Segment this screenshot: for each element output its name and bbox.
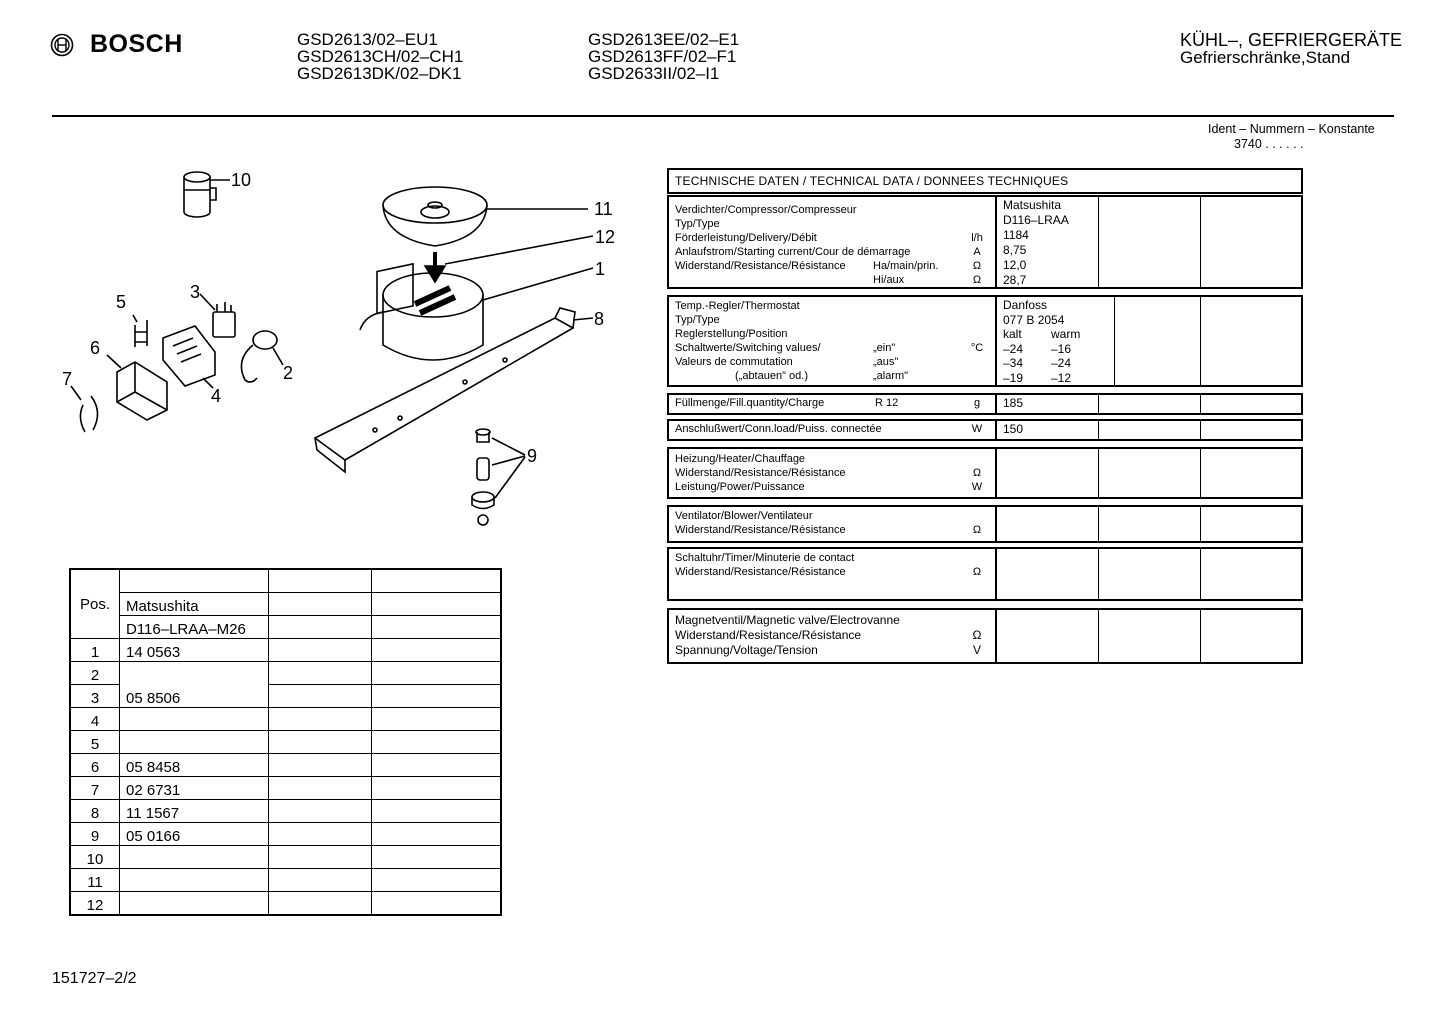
- model-code: GSD2633II/02–I1: [588, 64, 720, 83]
- valve-block: Magnetventil/Magnetic valve/Electrovanne Widerstand/Resistance/Résistance Ω Spannung/Voltage/Tension V: [667, 608, 1303, 664]
- model-code: GSD2613DK/02–DK1: [297, 64, 462, 83]
- category-subtitle: Gefrierschränke,Stand: [1180, 48, 1351, 67]
- callout-2: 2: [283, 363, 294, 383]
- parts-table: [69, 568, 502, 916]
- clip-part: [133, 315, 147, 347]
- model-code: GSD2613EE/02–E1: [588, 30, 740, 49]
- ident-value: 3740 . . . . . .: [1234, 137, 1304, 151]
- relay-cover-part: [163, 326, 215, 388]
- model-list-2: [588, 31, 739, 82]
- table-row: 3: [70, 685, 501, 708]
- model-code: GSD2613CH/02–CH1: [297, 47, 464, 66]
- table-row: 10: [70, 846, 501, 869]
- capacitor-part: [184, 172, 230, 217]
- callout-12: 12: [595, 227, 616, 247]
- overload-part: [241, 331, 283, 382]
- table-row: 11: [70, 869, 501, 892]
- table-row: 2 05 8506: [70, 662, 501, 685]
- table-row: 9 05 0166: [70, 823, 501, 846]
- callout-7: 7: [62, 369, 73, 389]
- compressor-block: Verdichter/Compressor/Compresseur Typ/Type Förderleistung/Delivery/Débit l/h Anlaufstrom/Starting current/Cour de démarrage A Widerstand/Resistance/Résistance Ha/main/prin. Ω Hi/aux Ω Matsushita D116–LRAA 1184 8,75 12,0 28,7: [667, 195, 1303, 289]
- callout-5: 5: [116, 292, 127, 312]
- brand-name: BOSCH: [90, 30, 183, 58]
- bosch-armature-icon: [50, 33, 74, 57]
- charge-block: Füllmenge/Fill.quantity/Charge R 12 g 185: [667, 393, 1303, 415]
- document-number: 151727–2/2: [52, 970, 137, 987]
- relay-part: [200, 294, 235, 337]
- model-cell: D116–LRAA–M26: [120, 616, 269, 639]
- parts-diagram: [55, 160, 635, 540]
- table-row: 7 02 6731: [70, 777, 501, 800]
- header-rule: [52, 115, 1394, 117]
- load-block: Anschlußwert/Conn.load/Puiss. connectée W 150: [667, 419, 1303, 441]
- model-code: GSD2613FF/02–F1: [588, 47, 737, 66]
- terminal-cover-part: [107, 355, 167, 420]
- drip-tray-part: [383, 187, 588, 246]
- callout-6: 6: [90, 338, 101, 358]
- table-row: 6 05 8458: [70, 754, 501, 777]
- model-list-1: [297, 31, 463, 82]
- tech-title: TECHNISCHE DATEN / TECHNICAL DATA / DONNEES TECHNIQUES: [667, 168, 1303, 194]
- table-row: 8 11 1567: [70, 800, 501, 823]
- table-row: 1 14 0563: [70, 639, 501, 662]
- bosch-logo: [50, 30, 183, 59]
- callout-3: 3: [190, 282, 201, 302]
- ident-label: Ident – Nummern – Konstante: [1208, 122, 1375, 136]
- timer-block: Schaltuhr/Timer/Minuterie de contact Widerstand/Resistance/Résistance Ω: [667, 547, 1303, 601]
- compressor-values: Matsushita D116–LRAA 1184 8,75 12,0 28,7: [997, 197, 1099, 287]
- base-rail-part: [315, 308, 593, 472]
- thermostat-values: Danfoss 077 B 2054 kalt warm –24 –16 –34 –24 –19 –12: [997, 297, 1115, 385]
- category: [1180, 31, 1402, 67]
- callout-1: 1: [595, 259, 606, 279]
- thermostat-block: Temp.-Regler/Thermostat Typ/Type Reglerstellung/Position Schaltwerte/Switching values/ „ein" °C Valeurs de commutation „aus" („abtauen" od.) „alarm" Danfoss 077 B 2054 kalt warm –24 –16 –34 –24 –19 –12: [667, 295, 1303, 387]
- grommet-part: [472, 429, 525, 525]
- model-code: GSD2613/02–EU1: [297, 30, 438, 49]
- table-row: 4: [70, 708, 501, 731]
- category-title: KÜHL–, GEFRIERGERÄTE: [1180, 30, 1403, 50]
- callout-11: 11: [594, 199, 613, 219]
- callout-8: 8: [594, 309, 605, 329]
- wire-clip-part: [71, 386, 98, 432]
- callout-10: 10: [231, 170, 252, 190]
- heater-block: Heizung/Heater/Chauffage Widerstand/Resistance/Résistance Ω Leistung/Power/Puissance W: [667, 447, 1303, 499]
- table-row: 12: [70, 892, 501, 916]
- callout-9: 9: [527, 446, 538, 466]
- ident-block: [1208, 122, 1375, 152]
- table-row: 5: [70, 731, 501, 754]
- blower-block: Ventilator/Blower/Ventilateur Widerstand/Resistance/Résistance Ω: [667, 505, 1303, 543]
- manufacturer-cell: Matsushita: [120, 593, 269, 616]
- pos-header: Pos.: [70, 569, 120, 639]
- callout-4: 4: [211, 386, 222, 406]
